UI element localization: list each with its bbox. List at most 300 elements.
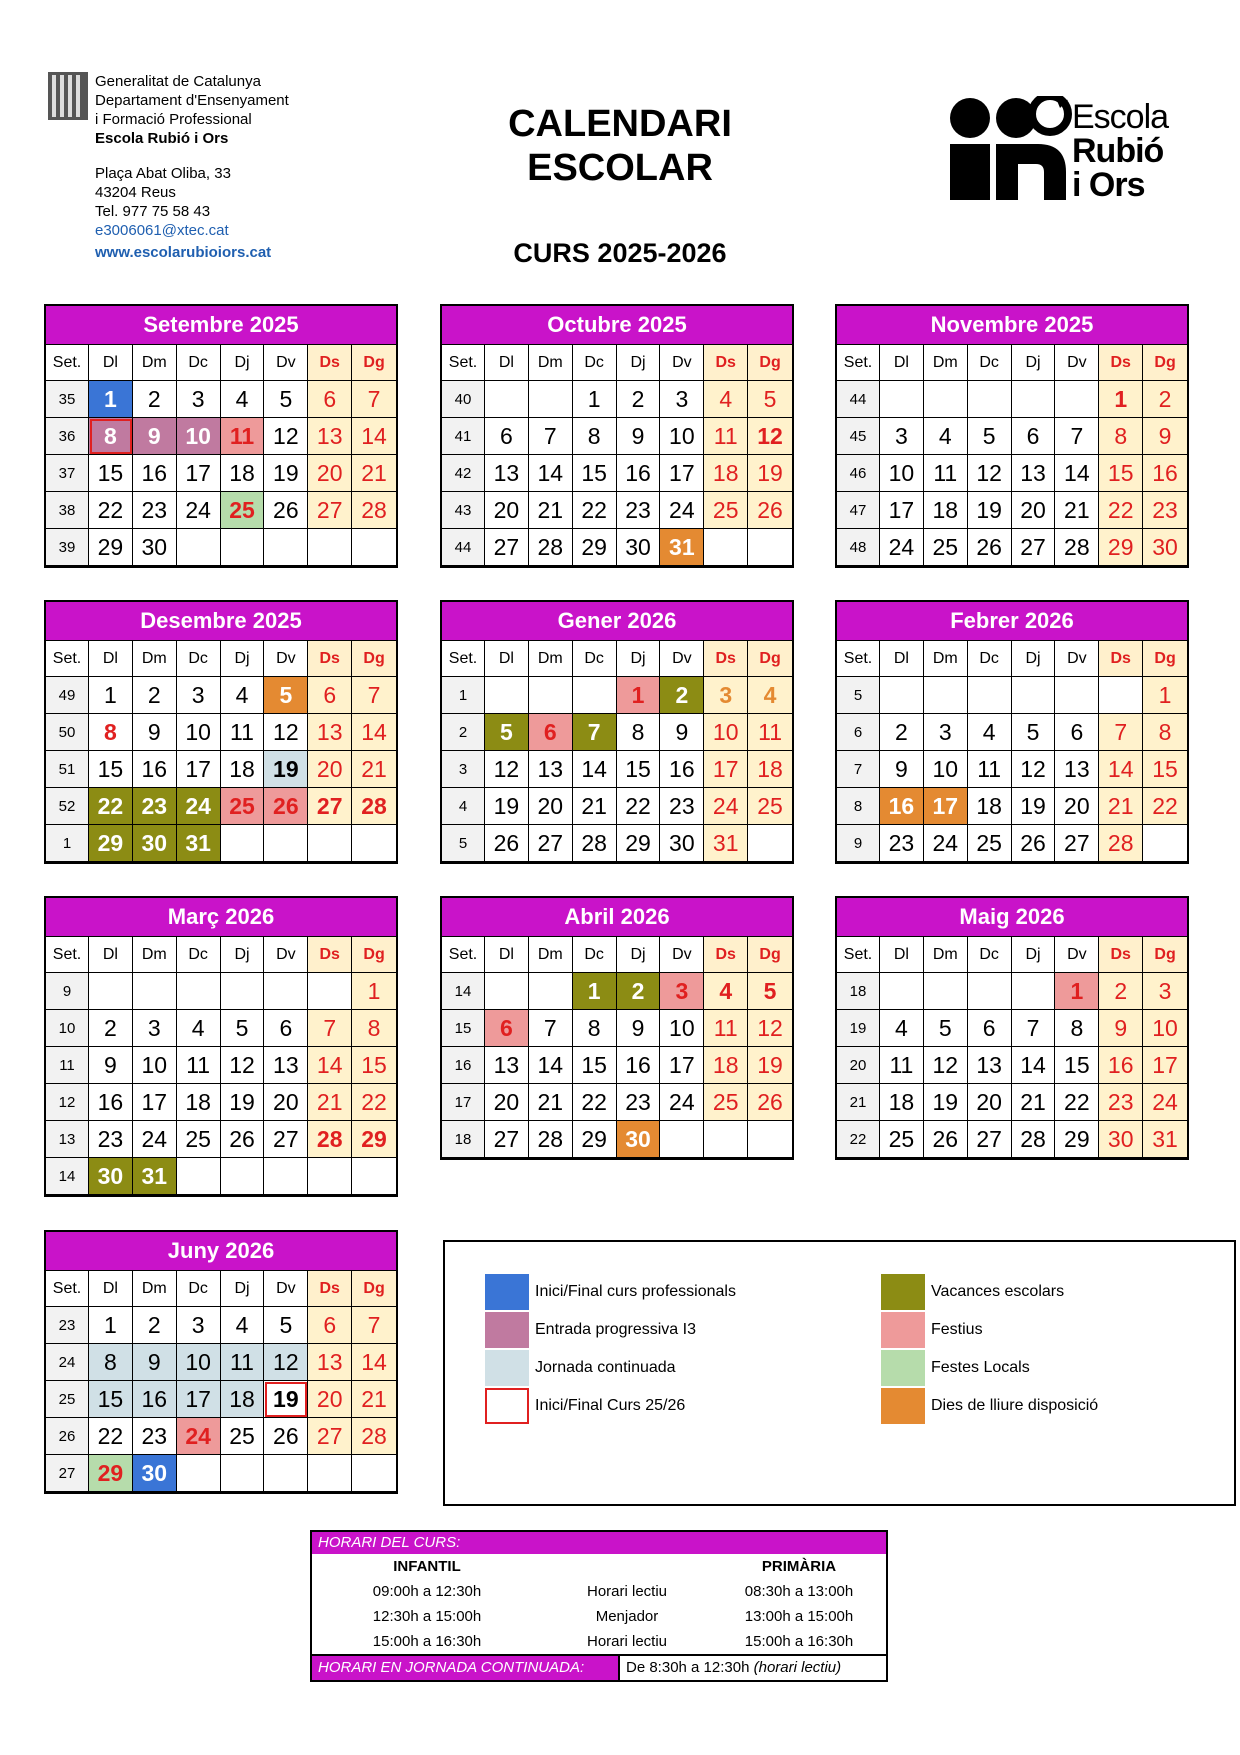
day-cell: 13 (485, 1047, 529, 1084)
day-cell: 11 (221, 418, 265, 455)
day-cell: 17 (133, 1084, 177, 1121)
day-cell: 1 (1143, 677, 1187, 714)
day-cell (529, 381, 573, 418)
day-header: Dc (177, 1271, 221, 1307)
infantil-time: 15:00h a 16:30h (372, 1633, 482, 1650)
month-calendar (44, 896, 398, 1197)
day-cell: 6 (1012, 418, 1056, 455)
day-cell (968, 973, 1012, 1010)
day-cell: 12 (264, 1344, 308, 1381)
day-cell: 9 (133, 418, 177, 455)
day-cell: 4 (221, 1307, 265, 1344)
day-cell: 1 (352, 973, 396, 1010)
day-cell: 4 (968, 714, 1012, 751)
day-cell: 30 (133, 529, 177, 566)
day-cell: 3 (1143, 973, 1187, 1010)
day-header: Ds (1099, 641, 1143, 677)
day-cell: 25 (177, 1121, 221, 1158)
month-grid (837, 345, 1187, 566)
day-cell: 24 (133, 1121, 177, 1158)
week-number: 2 (442, 714, 485, 751)
day-header: Dj (221, 345, 265, 381)
week-number: 45 (837, 418, 880, 455)
day-cell: 2 (133, 677, 177, 714)
week-number: 1 (46, 825, 89, 862)
month-calendar (44, 304, 398, 568)
week-number: 12 (46, 1084, 89, 1121)
day-cell: 5 (264, 381, 308, 418)
day-cell: 26 (748, 492, 792, 529)
logo-word-2: Rubió (1072, 132, 1164, 170)
day-cell: 4 (221, 381, 265, 418)
month-grid (837, 937, 1187, 1158)
day-cell (704, 529, 748, 566)
day-cell: 28 (352, 1418, 396, 1455)
day-cell: 7 (573, 714, 617, 751)
day-cell: 15 (89, 751, 133, 788)
day-cell: 24 (177, 788, 221, 825)
day-cell: 31 (660, 529, 704, 566)
day-header: Dm (924, 937, 968, 973)
day-cell (177, 1455, 221, 1492)
day-cell: 3 (660, 973, 704, 1010)
day-cell: 10 (133, 1047, 177, 1084)
day-cell: 16 (133, 455, 177, 492)
day-cell (1012, 973, 1056, 1010)
day-cell: 22 (617, 788, 661, 825)
day-cell: 6 (1055, 714, 1099, 751)
day-header: Dv (1055, 937, 1099, 973)
day-cell: 25 (880, 1121, 924, 1158)
day-cell: 17 (660, 455, 704, 492)
day-header: Dl (89, 937, 133, 973)
day-cell: 14 (573, 751, 617, 788)
day-cell: 15 (89, 1381, 133, 1418)
day-cell: 26 (264, 1418, 308, 1455)
day-header: Dj (221, 937, 265, 973)
day-header: Set. (46, 641, 89, 677)
day-cell: 14 (1099, 751, 1143, 788)
day-cell: 11 (924, 455, 968, 492)
legend-item (485, 1312, 696, 1348)
day-cell: 11 (221, 1344, 265, 1381)
day-cell: 27 (968, 1121, 1012, 1158)
school-name: Escola Rubió i Ors (95, 130, 229, 147)
legend-item (881, 1388, 1098, 1424)
day-cell: 20 (264, 1084, 308, 1121)
legend-item (485, 1274, 736, 1310)
legend-swatch (485, 1350, 529, 1386)
day-header: Dj (1012, 937, 1056, 973)
month-calendar (835, 896, 1189, 1160)
day-cell: 2 (660, 677, 704, 714)
day-cell: 13 (968, 1047, 1012, 1084)
day-header: Dj (617, 641, 661, 677)
day-header: Dl (485, 937, 529, 973)
schedule-table (310, 1530, 888, 1682)
col-infantil: INFANTIL (393, 1558, 461, 1575)
day-cell: 3 (704, 677, 748, 714)
day-header: Dm (924, 345, 968, 381)
day-cell: 9 (617, 418, 661, 455)
month-title: Octubre 2025 (442, 306, 792, 345)
day-cell: 25 (968, 825, 1012, 862)
week-number: 26 (46, 1418, 89, 1455)
week-number: 13 (46, 1121, 89, 1158)
day-header: Dl (485, 345, 529, 381)
day-header: Set. (837, 641, 880, 677)
day-header: Dm (529, 641, 573, 677)
day-cell: 31 (1143, 1121, 1187, 1158)
day-cell (880, 973, 924, 1010)
day-header: Dj (617, 345, 661, 381)
day-cell: 5 (264, 677, 308, 714)
day-cell: 23 (133, 492, 177, 529)
day-cell (704, 1121, 748, 1158)
day-cell: 8 (573, 1010, 617, 1047)
day-cell: 15 (1143, 751, 1187, 788)
day-cell: 29 (573, 529, 617, 566)
day-cell (748, 529, 792, 566)
day-cell: 24 (924, 825, 968, 862)
day-cell: 19 (748, 455, 792, 492)
day-cell (1012, 381, 1056, 418)
day-cell: 18 (704, 1047, 748, 1084)
day-cell: 16 (1099, 1047, 1143, 1084)
day-cell: 18 (177, 1084, 221, 1121)
day-cell: 13 (1012, 455, 1056, 492)
day-cell (177, 1158, 221, 1195)
week-number: 38 (46, 492, 89, 529)
day-cell: 9 (660, 714, 704, 751)
primaria-time: 13:00h a 15:00h (744, 1608, 854, 1625)
day-cell: 17 (880, 492, 924, 529)
day-header: Dg (1143, 641, 1187, 677)
day-cell: 17 (924, 788, 968, 825)
day-header: Dl (880, 641, 924, 677)
day-cell: 23 (617, 1084, 661, 1121)
day-cell: 16 (133, 1381, 177, 1418)
day-cell: 14 (529, 455, 573, 492)
day-header: Dg (352, 1271, 396, 1307)
day-cell: 25 (704, 492, 748, 529)
day-cell: 28 (308, 1121, 352, 1158)
legend-item (881, 1312, 983, 1348)
legend-label: Inici/Final Curs 25/26 (535, 1397, 686, 1414)
day-header: Dl (485, 641, 529, 677)
week-number: 7 (837, 751, 880, 788)
week-number: 5 (837, 677, 880, 714)
day-cell: 18 (968, 788, 1012, 825)
day-header: Dg (748, 641, 792, 677)
day-cell: 19 (264, 751, 308, 788)
day-header: Dj (221, 1271, 265, 1307)
continuous-note: (horari lectiu) (753, 1659, 842, 1676)
day-cell: 2 (1099, 973, 1143, 1010)
day-cell: 30 (617, 529, 661, 566)
day-header: Dv (264, 345, 308, 381)
day-cell: 8 (89, 714, 133, 751)
day-cell: 29 (89, 529, 133, 566)
day-cell: 16 (89, 1084, 133, 1121)
day-cell: 7 (352, 381, 396, 418)
day-cell (264, 973, 308, 1010)
day-cell: 5 (968, 418, 1012, 455)
day-cell: 6 (529, 714, 573, 751)
month-title: Gener 2026 (442, 602, 792, 641)
day-header: Dg (1143, 937, 1187, 973)
day-header: Dc (573, 345, 617, 381)
month-title: Febrer 2026 (837, 602, 1187, 641)
day-cell: 28 (1055, 529, 1099, 566)
day-cell: 28 (1099, 825, 1143, 862)
day-cell: 23 (1143, 492, 1187, 529)
day-cell: 15 (573, 1047, 617, 1084)
day-cell: 29 (89, 1455, 133, 1492)
week-number: 15 (442, 1010, 485, 1047)
day-cell: 8 (1143, 714, 1187, 751)
day-cell: 18 (924, 492, 968, 529)
legend-label: Inici/Final curs professionals (535, 1283, 736, 1300)
day-cell: 6 (308, 1307, 352, 1344)
day-cell: 12 (924, 1047, 968, 1084)
day-cell: 8 (1055, 1010, 1099, 1047)
day-cell: 9 (1143, 418, 1187, 455)
address-block (95, 164, 271, 262)
day-cell: 28 (573, 825, 617, 862)
day-cell: 20 (308, 1381, 352, 1418)
day-cell: 14 (1055, 455, 1099, 492)
day-cell: 3 (177, 677, 221, 714)
day-cell: 7 (1099, 714, 1143, 751)
day-cell (308, 1158, 352, 1195)
day-cell: 2 (617, 973, 661, 1010)
month-calendar (44, 600, 398, 864)
day-cell: 17 (177, 751, 221, 788)
month-grid (442, 641, 792, 862)
day-header: Dc (573, 641, 617, 677)
day-cell: 13 (308, 418, 352, 455)
legend-label: Festius (931, 1321, 983, 1338)
day-cell: 2 (880, 714, 924, 751)
day-cell: 14 (529, 1047, 573, 1084)
day-header: Dv (264, 641, 308, 677)
day-cell: 5 (748, 381, 792, 418)
day-cell: 9 (89, 1047, 133, 1084)
generalitat-crest-icon (48, 72, 88, 120)
day-header: Ds (308, 937, 352, 973)
month-calendar (440, 600, 794, 864)
day-cell: 26 (1012, 825, 1056, 862)
legend-swatch (485, 1388, 529, 1424)
schedule-row (312, 1629, 886, 1654)
month-title: Setembre 2025 (46, 306, 396, 345)
day-cell: 22 (352, 1084, 396, 1121)
week-number: 37 (46, 455, 89, 492)
day-cell (880, 677, 924, 714)
legend-item (881, 1350, 1030, 1386)
day-header: Dl (880, 937, 924, 973)
month-calendar (440, 896, 794, 1160)
day-header: Set. (442, 641, 485, 677)
day-cell (1143, 825, 1187, 862)
day-cell: 12 (748, 1010, 792, 1047)
day-cell (264, 529, 308, 566)
schedule-header-row (312, 1554, 886, 1579)
day-cell: 30 (133, 825, 177, 862)
day-cell: 17 (177, 455, 221, 492)
day-cell: 25 (221, 1418, 265, 1455)
day-cell: 6 (308, 381, 352, 418)
day-cell (660, 1121, 704, 1158)
day-cell: 19 (748, 1047, 792, 1084)
email-link[interactable]: e3006061@xtec.cat (95, 222, 229, 239)
day-cell: 3 (660, 381, 704, 418)
day-cell (485, 677, 529, 714)
day-cell: 10 (660, 1010, 704, 1047)
day-cell (748, 825, 792, 862)
logo-word-1: Escola (1072, 98, 1169, 136)
day-header: Dm (529, 345, 573, 381)
day-header: Dg (748, 937, 792, 973)
month-grid (46, 641, 396, 862)
day-header: Dv (264, 937, 308, 973)
day-cell: 2 (133, 381, 177, 418)
title-line-2: ESCOLAR (527, 147, 713, 189)
day-cell: 13 (264, 1047, 308, 1084)
day-cell: 1 (1099, 381, 1143, 418)
day-cell: 7 (308, 1010, 352, 1047)
day-cell: 26 (485, 825, 529, 862)
day-cell (221, 1455, 265, 1492)
day-cell: 12 (1012, 751, 1056, 788)
day-cell: 31 (704, 825, 748, 862)
day-cell: 18 (221, 455, 265, 492)
day-cell: 6 (968, 1010, 1012, 1047)
day-cell: 16 (617, 455, 661, 492)
website-link[interactable]: www.escolarubioiors.cat (95, 244, 272, 261)
day-cell: 22 (1055, 1084, 1099, 1121)
month-title: Novembre 2025 (837, 306, 1187, 345)
day-cell: 27 (529, 825, 573, 862)
legend-swatch (881, 1350, 925, 1386)
day-cell: 21 (352, 751, 396, 788)
month-grid (837, 641, 1187, 862)
col-empty (542, 1554, 712, 1579)
day-cell (264, 1455, 308, 1492)
schedule-title: HORARI DEL CURS: (312, 1532, 886, 1554)
day-header: Dl (880, 345, 924, 381)
day-cell: 12 (485, 751, 529, 788)
day-cell (968, 677, 1012, 714)
month-grid (442, 345, 792, 566)
day-cell: 16 (880, 788, 924, 825)
day-cell: 20 (308, 751, 352, 788)
day-cell: 1 (617, 677, 661, 714)
day-header: Dm (924, 641, 968, 677)
day-cell: 9 (133, 1344, 177, 1381)
week-number: 19 (837, 1010, 880, 1047)
day-cell: 1 (89, 677, 133, 714)
day-cell: 26 (924, 1121, 968, 1158)
legend-item (881, 1274, 1064, 1310)
day-header: Dj (1012, 345, 1056, 381)
day-cell: 23 (880, 825, 924, 862)
day-cell (264, 1158, 308, 1195)
day-cell: 5 (748, 973, 792, 1010)
week-number: 25 (46, 1381, 89, 1418)
day-cell: 21 (1055, 492, 1099, 529)
day-cell: 10 (880, 455, 924, 492)
day-header: Dc (968, 641, 1012, 677)
week-number: 6 (837, 714, 880, 751)
day-cell: 29 (89, 825, 133, 862)
day-cell (1055, 381, 1099, 418)
day-cell: 30 (617, 1121, 661, 1158)
day-header: Set. (442, 345, 485, 381)
col-primaria: PRIMÀRIA (761, 1558, 837, 1575)
day-cell: 26 (748, 1084, 792, 1121)
day-header: Dc (177, 345, 221, 381)
day-cell: 16 (1143, 455, 1187, 492)
day-cell: 12 (748, 418, 792, 455)
day-cell: 15 (573, 455, 617, 492)
week-number: 21 (837, 1084, 880, 1121)
week-number: 40 (442, 381, 485, 418)
day-header: Dm (529, 937, 573, 973)
day-cell (748, 1121, 792, 1158)
day-cell (573, 677, 617, 714)
legend-label: Vacances escolars (931, 1283, 1065, 1300)
day-cell: 6 (485, 418, 529, 455)
day-cell: 18 (748, 751, 792, 788)
address-street: Plaça Abat Oliba, 33 (95, 165, 231, 182)
day-cell: 26 (264, 492, 308, 529)
day-cell (221, 973, 265, 1010)
day-cell: 19 (264, 455, 308, 492)
activity: Horari lectiu (586, 1583, 668, 1600)
day-cell (1055, 677, 1099, 714)
day-cell: 20 (529, 788, 573, 825)
day-header: Ds (1099, 937, 1143, 973)
day-cell: 6 (485, 1010, 529, 1047)
phone: Tel. 977 75 58 43 (95, 203, 211, 220)
day-cell: 2 (133, 1307, 177, 1344)
month-title: Juny 2026 (46, 1232, 396, 1271)
day-cell: 15 (89, 455, 133, 492)
legend-label: Dies de lliure disposició (931, 1397, 1099, 1414)
day-cell: 11 (748, 714, 792, 751)
day-cell: 13 (1055, 751, 1099, 788)
day-cell: 8 (89, 1344, 133, 1381)
day-cell: 24 (1143, 1084, 1187, 1121)
day-cell: 9 (133, 714, 177, 751)
week-number: 52 (46, 788, 89, 825)
day-cell: 29 (617, 825, 661, 862)
day-cell: 19 (485, 788, 529, 825)
day-cell: 10 (177, 1344, 221, 1381)
day-cell: 23 (133, 1418, 177, 1455)
day-header: Dm (133, 345, 177, 381)
month-calendar (440, 304, 794, 568)
day-cell: 21 (308, 1084, 352, 1121)
day-cell: 21 (352, 1381, 396, 1418)
legend-swatch (881, 1312, 925, 1348)
infantil-time: 12:30h a 15:00h (372, 1608, 482, 1625)
day-cell: 25 (704, 1084, 748, 1121)
day-cell (352, 1158, 396, 1195)
day-cell (308, 973, 352, 1010)
